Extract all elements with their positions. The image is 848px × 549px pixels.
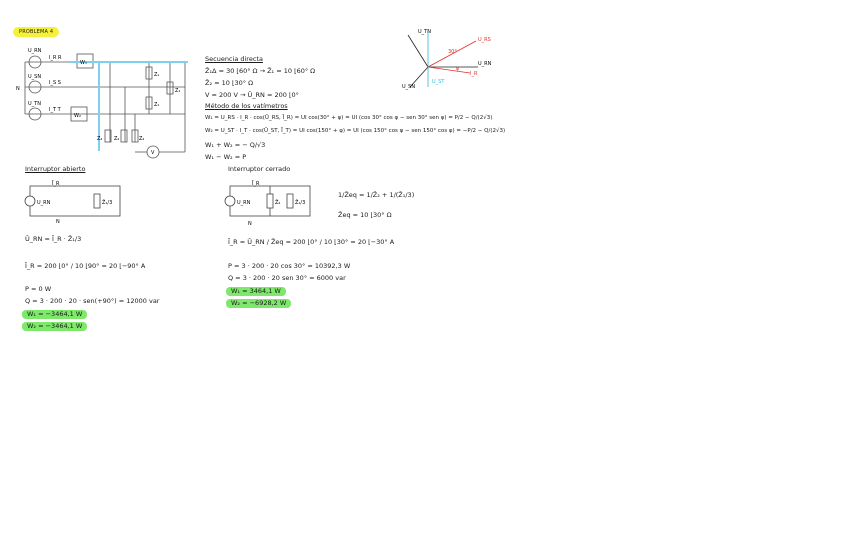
phasor-angle: 30° — [448, 49, 457, 55]
phasor-ust: U_ST — [432, 79, 445, 85]
label-w2: W₂ — [74, 113, 81, 119]
closed-p: P = 3 · 200 · 20 cos 30° = 10392,3 W — [228, 262, 351, 270]
phasor-phi: φ — [456, 66, 460, 72]
closed-w2-result: W₂ = −6928,2 W — [226, 299, 291, 308]
open-ir-label: Ī_R — [52, 181, 60, 187]
eq-w1: W₁ = U_RS · I_R · cos(Ū_RS, Ī_R) = UI cos(30° + φ) = UI (cos 30° cos φ − sen 30° sen φ) = P/2 − Q/(2√3) — [205, 115, 493, 121]
eq-v: V = 200 V → Ū_RN = 200 ⌊0° — [205, 91, 299, 99]
open-q: Q = 3 · 200 · 20 · sen(+90°) = 12000 var — [25, 297, 160, 305]
closed-urn-label: U_RN — [237, 200, 251, 206]
closed-switch-circuit — [222, 178, 332, 226]
label-is: I_S S — [49, 80, 61, 86]
label-w1: W₁ — [80, 60, 87, 66]
closed-ir: Ī_R = Ū_RN / Z̄eq = 200 ⌊0° / 10 ⌊30° = 20 ⌊−30° A — [228, 238, 395, 246]
label-z2a: Z₂ — [97, 136, 103, 142]
eq-diff: W₁ − W₂ = P — [205, 153, 247, 161]
phasor-urs: U_RS — [478, 37, 491, 43]
closed-z1-label: Z̄₁/3 — [295, 200, 306, 206]
eq-sum: W₁ + W₂ = − Q/√3 — [205, 141, 266, 149]
open-switch-circuit — [22, 178, 132, 223]
label-z2b: Z₂ — [114, 136, 120, 142]
label-usn: U_SN — [28, 74, 42, 80]
open-eq-a: Ū_RN = Ī_R · Z̄₁/3 — [25, 235, 82, 243]
phasor-usn: U_SN — [402, 84, 416, 90]
open-p: P = 0 W — [25, 285, 52, 293]
open-w2-result: W₂ = −3464,1 W — [22, 322, 87, 331]
label-z1c: Z₁ — [175, 88, 181, 94]
open-z-label: Z̄₁/3 — [102, 200, 113, 206]
phasor-utn: U_TN — [418, 29, 431, 35]
label-urn: U_RN — [28, 48, 42, 54]
eq-z1: Z̄₁Δ = 30 ⌊60° Ω → Z̄₁ = 10 ⌊60° Ω — [205, 67, 316, 75]
closed-zeq-value: Z̄eq = 10 ⌊30° Ω — [338, 211, 392, 219]
open-switch-title: Interruptor abierto — [25, 165, 86, 173]
eq-w2: W₂ = U_ST · I_T · cos(Ū_ST, Ī_T) = UI cos(150° + φ) = UI (cos 150° cos φ − sen 150° cos φ) = −P/2 − Q/(2√3) — [205, 128, 506, 134]
closed-q: Q = 3 · 200 · 20 sen 30° = 6000 var — [228, 274, 346, 282]
label-utn: U_TN — [28, 101, 41, 107]
open-urn-label: U_RN — [37, 200, 51, 206]
method-title: Método de los vatímetros — [205, 102, 288, 110]
label-it: I_T T — [49, 107, 61, 113]
open-n-label: N — [56, 219, 60, 223]
open-eq-b: Ī_R = 200 ⌊0° / 10 ⌊90° = 20 ⌊−90° A — [25, 262, 146, 270]
circuit-diagram — [15, 42, 205, 167]
open-w1-result: W₁ = −3464,1 W — [22, 310, 87, 319]
closed-z2-label: Z̄₂ — [275, 200, 281, 206]
label-ir: I_R R — [49, 55, 62, 61]
sequence-title: Secuencia directa — [205, 55, 263, 63]
problem-tag: PROBLEMA 4 — [13, 27, 59, 37]
closed-w1-result: W₁ = 3464,1 W — [226, 287, 286, 296]
phasor-diagram — [398, 25, 518, 90]
phasor-ir: I_R — [470, 71, 478, 77]
eq-z2: Z̄₂ = 10 ⌊30° Ω — [205, 79, 254, 87]
label-z2c: Z₂ — [139, 136, 145, 142]
label-z1a: Z₁ — [154, 72, 160, 78]
closed-zeq: 1/Z̄eq = 1/Z̄₂ + 1/(Z̄₁/3) — [338, 191, 415, 199]
phasor-urn: U_RN — [478, 61, 492, 67]
closed-n-label: N — [248, 221, 252, 226]
label-z1b: Z₁ — [154, 102, 160, 108]
label-n: N — [16, 86, 20, 92]
label-v: V — [151, 150, 155, 156]
closed-ir-label: Ī_R — [252, 181, 260, 187]
closed-switch-title: Interruptor cerrado — [228, 165, 291, 173]
